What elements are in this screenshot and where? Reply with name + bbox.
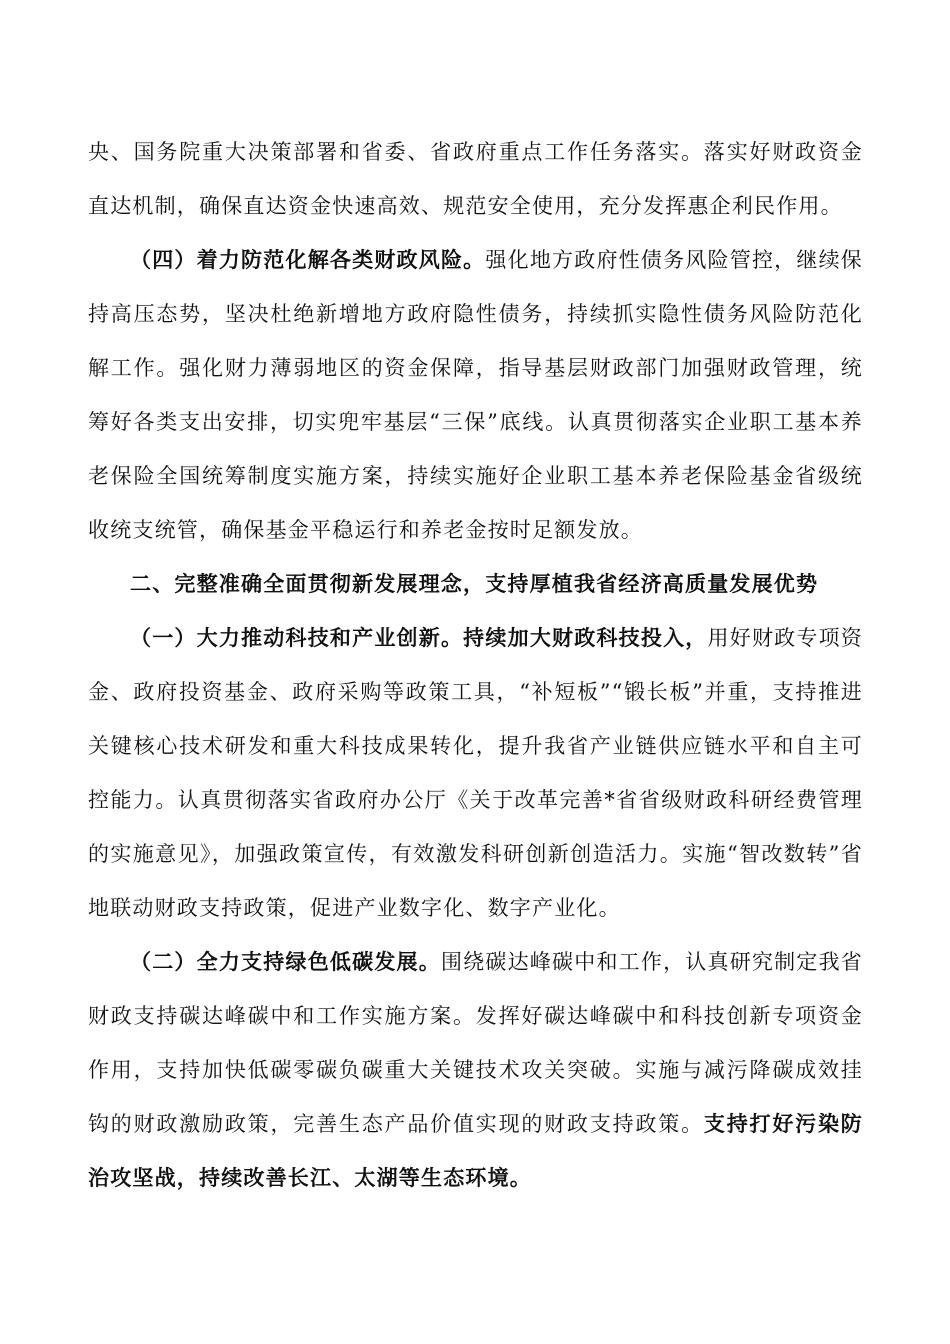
section-subheading: （一）大力推动科技和产业创新。持续加大财政科技投入， [130,626,708,650]
paragraph-text: 央、国务院重大决策部署和省委、省政府重点工作任务落实。落实好财政资金直达机制，确保直达资金快速高效、规范安全使用，充分发挥惠企利民作用。 [88,140,863,218]
section-heading: 二、完整准确全面贯彻新发展理念，支持厚植我省经济高质量发展优势 [130,572,819,596]
paragraph-text: 强化地方政府性债务风险管控，继续保持高压态势，坚决杜绝新增地方政府隐性债务，持续抓实隐性债务风险防范化解工作。强化财力薄弱地区的资金保障，指导基层财政部门加强财政管理，统筹好各类支出安排，切实兜牢基层“三保”底线。认真贯彻落实企业职工基本养老保险全国统筹制度实施方案，持续实施好企业职工基本养老保险基金省级统收统支统管，确保基金平稳运行和养老金按时足额发放。 [88,248,863,542]
paragraph-continuation [88,125,863,233]
paragraph-tech-innovation [88,611,863,935]
paragraph-financial-risk [88,233,863,557]
section-subheading: （二）全力支持绿色低碳发展。 [130,950,441,974]
paragraph-bold-tail: 支持打好污染防治攻坚战，持续改善长江、太湖等生态环境。 [88,1112,863,1190]
paragraph-green-development [88,935,863,1205]
section-subheading: （四）着力防范化解各类财政风险。 [130,248,486,272]
document-body [88,125,863,1205]
paragraph-text: 用好财政专项资金、政府投资基金、政府采购等政策工具，“补短板”“锻长板”并重，支持推进关键核心技术研发和重大科技成果转化，提升我省产业链供应链水平和自主可控能力。认真贯彻落实省政府办公厅《关于改革完善*省省级财政科研经费管理的实施意见》，加强政策宣传，有效激发科研创新创造活力。实施“智改数转”省地联动财政支持政策，促进产业数字化、数字产业化。 [88,626,863,920]
paragraph-text: 围绕碳达峰碳中和工作，认真研究制定我省财政支持碳达峰碳中和工作实施方案。发挥好碳达峰碳中和科技创新专项资金作用，支持加快低碳零碳负碳重大关键技术攻关突破。实施与减污降碳成效挂钩的财政激励政策，完善生态产品价值实现的财政支持政策。 [88,950,863,1136]
